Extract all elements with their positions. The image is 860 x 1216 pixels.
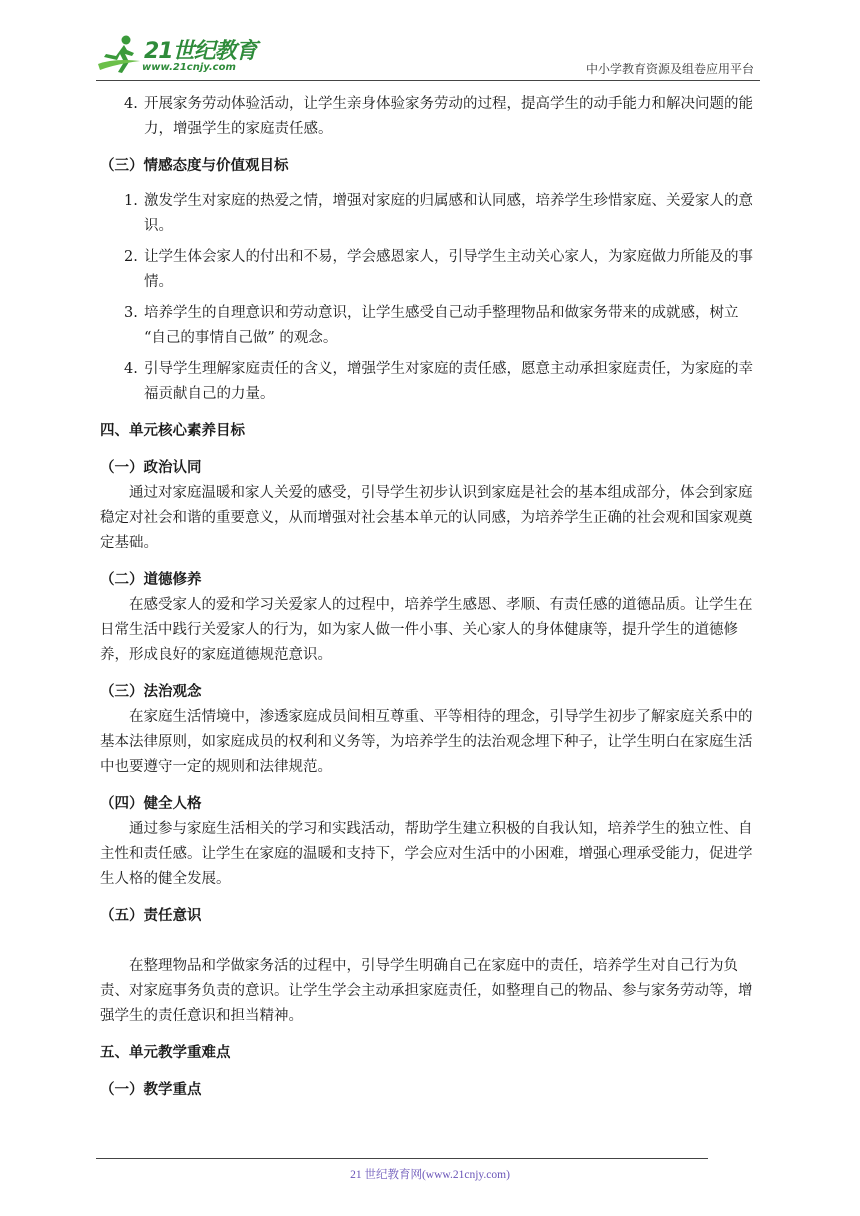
paragraph: 通过对家庭温暖和家人关爱的感受，引导学生初步认识到家庭是社会的基本组成部分，体会到家庭稳定对社会和谐的重要意义，从而增强对社会基本单元的认同感，为培养学生正确的社会观和国家观奠定基础。 bbox=[100, 485, 753, 551]
logo-url: www.21cnjy.com bbox=[142, 62, 236, 73]
list-item bbox=[100, 301, 762, 351]
logo-wordmark: 21世纪教育 bbox=[144, 39, 257, 64]
subsection-heading: （三）法治观念 bbox=[100, 684, 202, 700]
list-number: 4. bbox=[124, 96, 138, 112]
paragraph: 在整理物品和学做家务活的过程中，引导学生明确自己在家庭中的责任，培养学生对自己行为负责、对家庭事务负责的意识。让学生学会主动承担家庭责任，如整理自己的物品、参与家务劳动等，增强学生的责任意识和担当精神。 bbox=[100, 958, 753, 1024]
list-number: 2. bbox=[124, 249, 138, 265]
list-number: 1. bbox=[124, 193, 138, 209]
section-heading: 五、单元教学重难点 bbox=[100, 1045, 231, 1061]
subsection-heading: （一）教学重点 bbox=[100, 1082, 202, 1098]
list-text: 让学生体会家人的付出和不易，学会感恩家人，引导学生主动关心家人，为家庭做力所能及的事情。 bbox=[144, 249, 753, 290]
list-item bbox=[100, 189, 762, 239]
list-item bbox=[100, 357, 762, 407]
list-text: 引导学生理解家庭责任的含义，增强学生对家庭的责任感，愿意主动承担家庭责任，为家庭的幸福贡献自己的力量。 bbox=[144, 361, 753, 402]
section-heading: 四、单元核心素养目标 bbox=[100, 423, 245, 439]
list-item bbox=[100, 245, 762, 295]
list-text: 开展家务劳动体验活动，让学生亲身体验家务劳动的过程，提高学生的动手能力和解决问题的能力，增强学生的家庭责任感。 bbox=[144, 96, 753, 137]
subsection-heading: （一）政治认同 bbox=[100, 460, 202, 476]
paragraph: 在家庭生活情境中，渗透家庭成员间相互尊重、平等相待的理念，引导学生初步了解家庭关系中的基本法律原则，如家庭成员的权利和义务等，为培养学生的法治观念埋下种子，让学生明白在家庭生活中也要遵守一定的规则和法律规范。 bbox=[100, 709, 753, 775]
list-item bbox=[100, 92, 762, 142]
subsection-heading: （二）道德修养 bbox=[100, 572, 202, 588]
subsection-heading: （三）情感态度与价值观目标 bbox=[100, 158, 289, 174]
list-text: 培养学生的自理意识和劳动意识，让学生感受自己动手整理物品和做家务带来的成就感，树立 “自己的事情自己做” 的观念。 bbox=[144, 305, 739, 346]
runner-logo-icon bbox=[96, 34, 142, 76]
platform-name: 中小学教育资源及组卷应用平台 bbox=[585, 62, 754, 76]
page-header bbox=[96, 30, 760, 81]
footer-divider bbox=[96, 1158, 708, 1159]
document-body bbox=[100, 92, 762, 1103]
page-footer: 21 世纪教育网(www.21cnjy.com) bbox=[350, 1169, 510, 1181]
paragraph: 通过参与家庭生活相关的学习和实践活动，帮助学生建立积极的自我认知，培养学生的独立性、自主性和责任感。让学生在家庭的温暖和支持下，学会应对生活中的小困难，增强心理承受能力，促进学生人格的健全发展。 bbox=[100, 821, 753, 887]
site-logo bbox=[96, 34, 266, 76]
paragraph: 在感受家人的爱和学习关爱家人的过程中，培养学生感恩、孝顺、有责任感的道德品质。让学生在日常生活中践行关爱家人的行为，如为家人做一件小事、关心家人的身体健康等，提升学生的道德修养，形成良好的家庭道德规范意识。 bbox=[100, 597, 753, 663]
list-number: 3. bbox=[124, 305, 138, 321]
list-text: 激发学生对家庭的热爱之情，增强对家庭的归属感和认同感，培养学生珍惜家庭、关爱家人的意识。 bbox=[144, 193, 753, 234]
list-number: 4. bbox=[124, 361, 138, 377]
subsection-heading: （五）责任意识 bbox=[100, 908, 202, 924]
subsection-heading: （四）健全人格 bbox=[100, 796, 202, 812]
